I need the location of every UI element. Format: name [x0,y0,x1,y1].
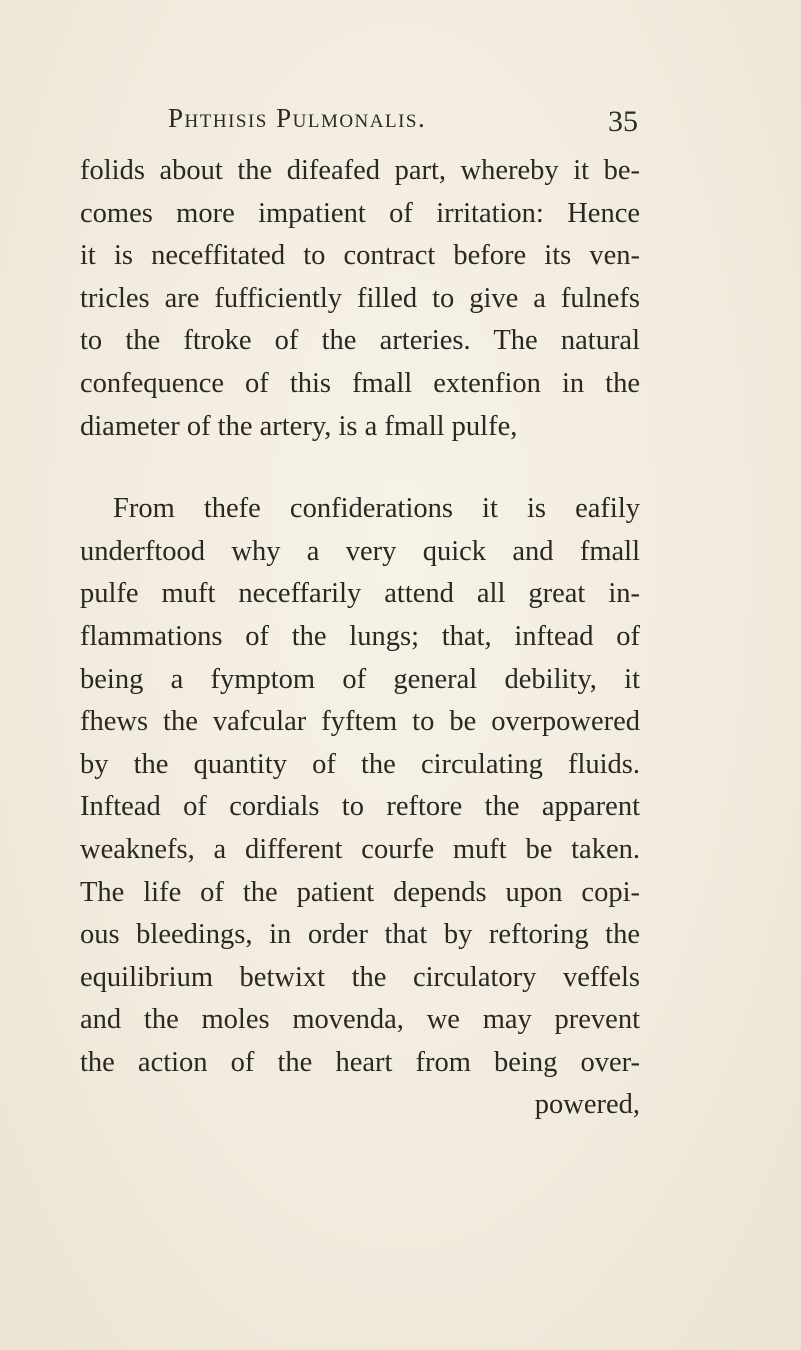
text-line: tricles are fufficiently filled to give a fulnefs [80,282,640,314]
text-line: flammations of the lungs; that, inftead of [80,620,640,652]
paragraph-break [80,448,640,488]
running-title: Phthisis Pulmonalis. [168,103,427,133]
body-text [80,150,640,1127]
text-line: underftood why a very quick and fmall [80,535,640,567]
catchword: powered, [534,1089,640,1121]
text-line: From thefe confiderations it is eafily [113,493,640,525]
page-header [168,103,638,147]
text-line: by the quantity of the circulating fluids. [80,748,640,780]
text-line: the action of the heart from being over- [80,1046,640,1078]
text-line: Inftead of cordials to reftore the apparent [80,791,640,823]
text-line: diameter of the artery, is a fmall pulfe, [80,410,518,442]
text-line: being a fymptom of general debility, it [80,663,640,695]
page-number: 35 [608,105,638,138]
text-line: to the ftroke of the arteries. The natural [80,325,640,357]
text-line: The life of the patient depends upon copi- [80,876,640,908]
text-line: pulfe muft neceffarily attend all great in- [80,578,640,610]
text-line: and the moles movenda, we may prevent [80,1004,640,1036]
text-line: equilibrium betwixt the circulatory veffels [80,961,640,993]
text-line: folids about the difeafed part, whereby it be- [80,155,640,186]
text-line: weaknefs, a different courfe muft be taken. [80,833,640,865]
text-line: confequence of this fmall extenfion in the [80,367,640,399]
text-line: comes more impatient of irritation: Hence [80,197,640,229]
text-line: fhews the vafcular fyftem to be overpowered [80,706,640,738]
text-line: ous bleedings, in order that by reftoring the [80,919,640,951]
text-line: it is neceffitated to contract before its ven- [80,240,640,272]
